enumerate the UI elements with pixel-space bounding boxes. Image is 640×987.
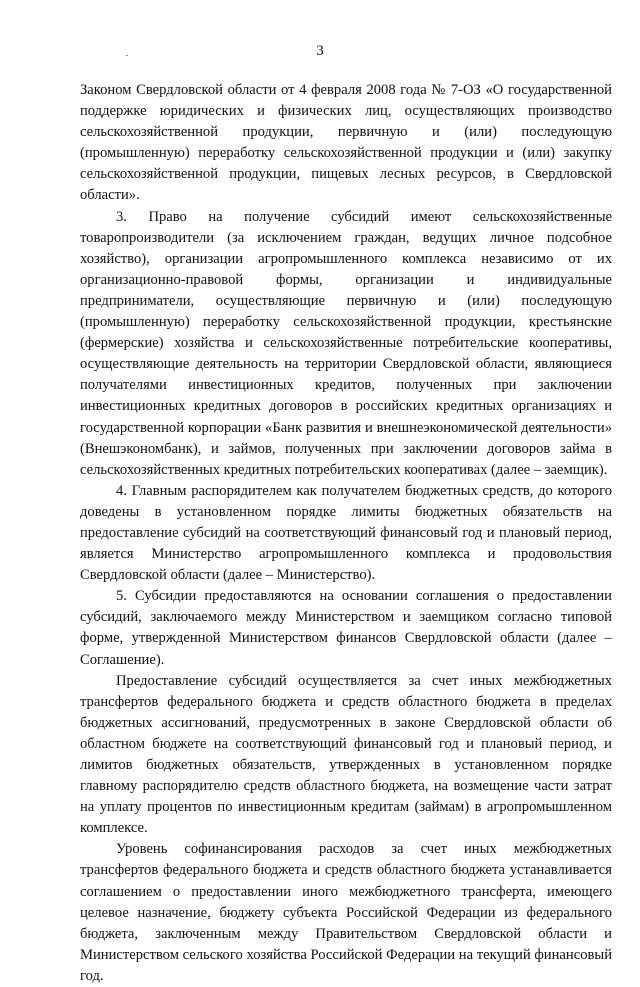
document-body <box>80 80 612 987</box>
paragraph-item-3: 3. Право на получение субсидий имеют сельскохозяйственные товаропроизводители (за исключением граждан, ведущих личное подсобное хозяйство), организации агропромышленного комплекса независимо от их организационно-правовой формы, организации и индивидуальные предприниматели, осуществляющие первичную и (или) последующую (промышленную) переработку сельскохозяйственной продукции, крестьянские (фермерские) хозяйства и сельскохозяйственные потребительские кооперативы, осуществляющие деятельность на территории Свердловской области, являющиеся получателями инвестиционных кредитов, полученных при заключении инвестиционных кредитных договоров в российских кредитных организациях и государственной корпорации «Банк развития и внешнеэкономической деятельности» (Внешэкономбанк), и займов, полученных при заключении договоров займа в сельскохозяйственных кредитных потребительских кооперативах (далее – заемщик). <box>80 208 612 478</box>
paragraph-item-5: 5. Субсидии предоставляются на основании соглашения о предоставлении субсидий, заключаемого между Министерством и заемщиком согласно типовой форме, утвержденной Министерством финансов Свердловской области (далее – Соглашение). <box>80 588 612 668</box>
paragraph-cofinancing-level: Уровень софинансирования расходов за счет иных межбюджетных трансфертов федерального бюджета и средств областного бюджета устанавливается соглашением о предоставлении иного межбюджетного трансферта, имеющего целевое назначение, бюджету субъекта Российской Федерации из федерального бюджета, заключенным между Правительством Свердловской области и Министерством сельского хозяйства Российской Федерации на текущий финансовый год. <box>80 841 612 984</box>
page-number: 3 <box>316 43 324 59</box>
paragraph-funding-source: Предоставление субсидий осуществляется за счет иных межбюджетных трансфертов федерального бюджета и средств областного бюджета в пределах бюджетных ассигнований, предусмотренных в законе Свердловской области об областном бюджете на соответствующий финансовый год и плановый период, и лимитов бюджетных обязательств, утвержденных в установленном порядке главному распорядителю средств областного бюджета, на возмещение части затрат на уплату процентов по инвестиционным кредитам (займам) в агропромышленном комплексе. <box>80 672 612 837</box>
paragraph-item-4: 4. Главным распорядителем как получателем бюджетных средств, до которого доведены в установленном порядке лимиты бюджетных обязательств на предоставление субсидий на соответствующий финансовый год и плановый период, является Министерство агропромышленного комплекса и продовольствия Свердловской области (далее – Министерство). <box>80 482 612 584</box>
paragraph-law-reference: Законом Свердловской области от 4 февраля 2008 года № 7-ОЗ «О государственной поддержке юридических и физических лиц, осуществляющих производство сельскохозяйственной продукции, первичную и (или) последующую (промышленную) переработку сельскохозяйственной продукции и (или) закупку сельскохозяйственной продукции, пищевых лесных ресурсов, в Свердловской области». <box>80 82 612 204</box>
